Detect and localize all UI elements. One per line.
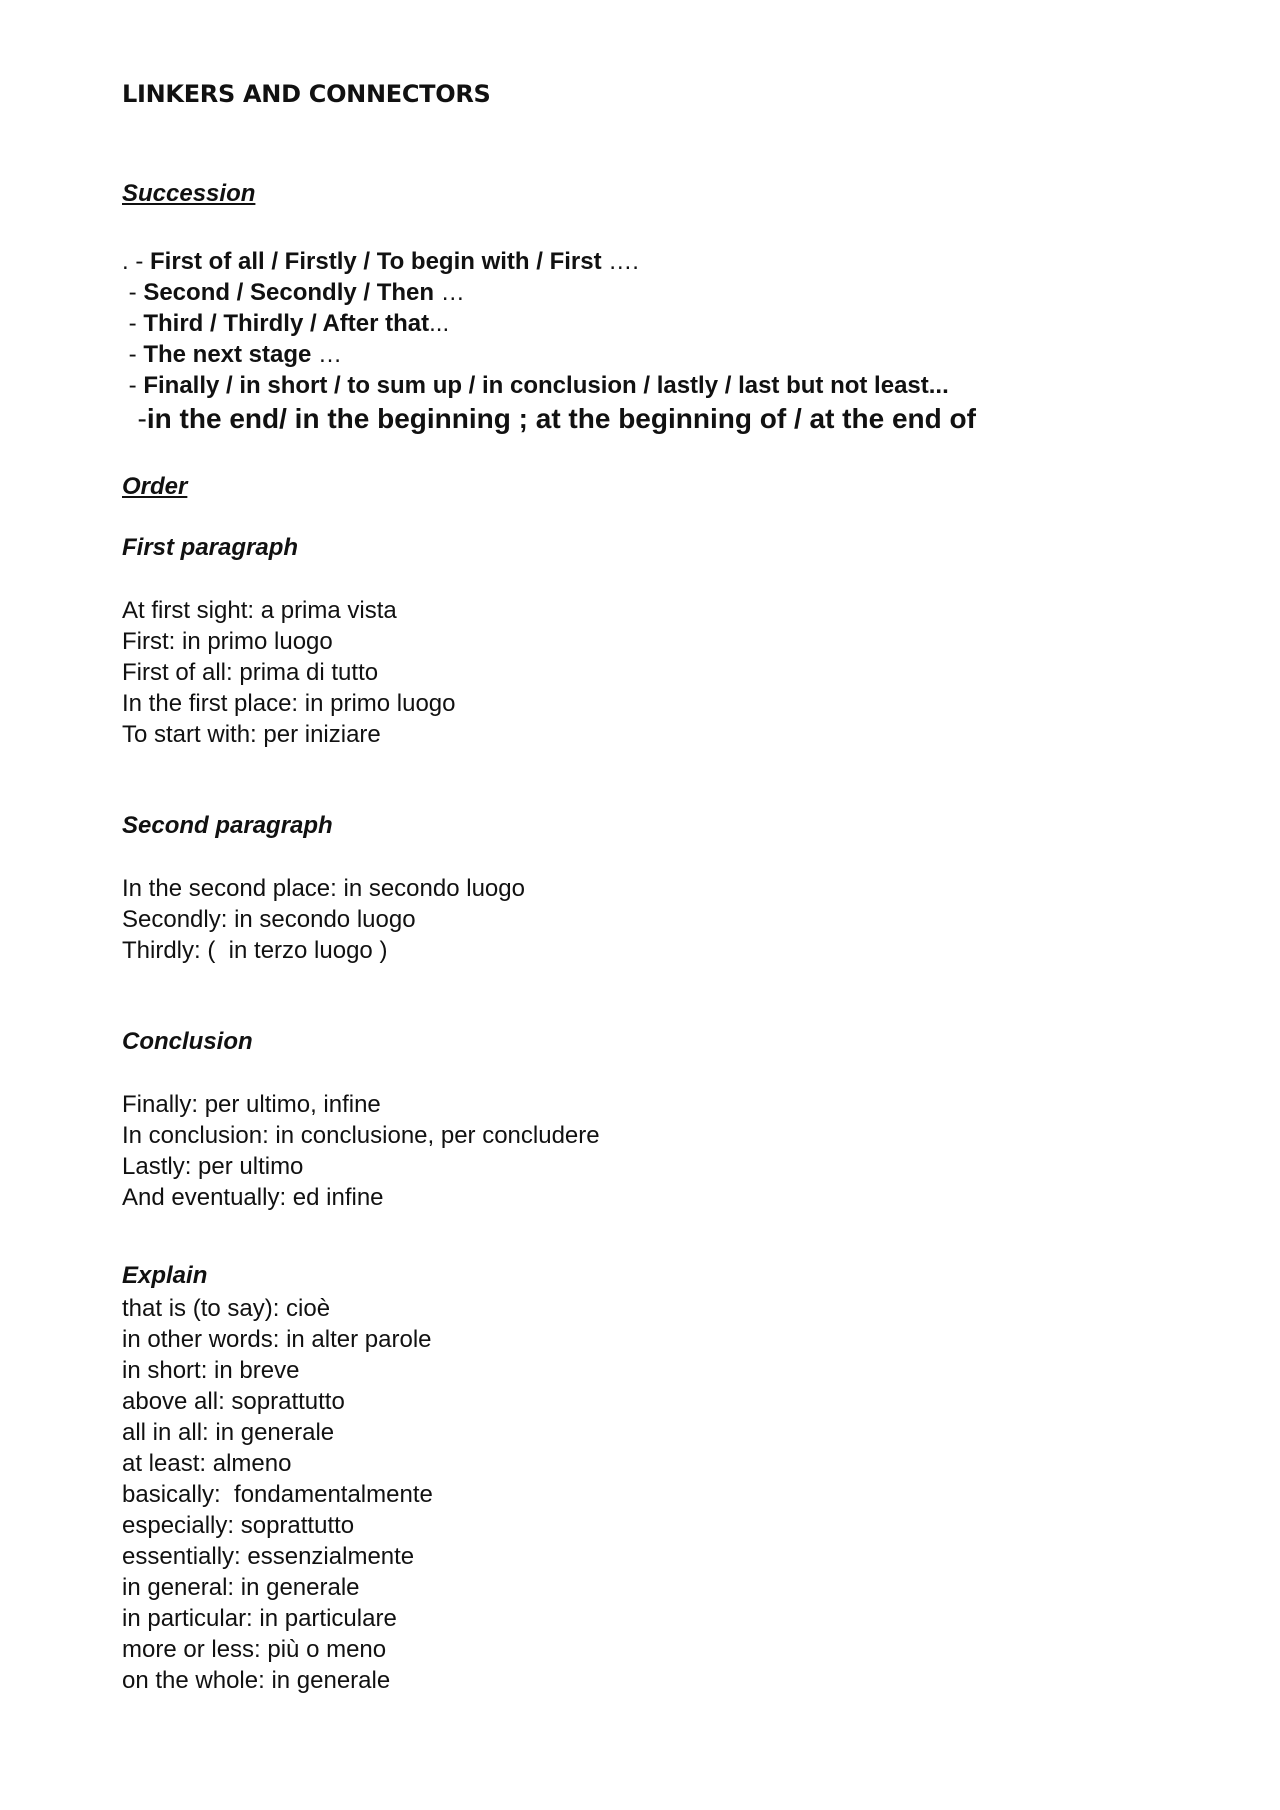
line-suffix: ... [429,310,450,337]
first-paragraph-heading: First paragraph [122,534,299,561]
list-item: basically: fondamentalmente [122,1481,433,1508]
line-bold: First of all / Firstly / To begin with / First [150,248,602,275]
list-item: all in all: in generale [122,1419,335,1446]
list-item: First of all: prima di tutto [122,659,379,686]
list-item: in general: in generale [122,1574,360,1601]
list-item: in other words: in alter parole [122,1326,432,1353]
second-paragraph-heading: Second paragraph [122,812,333,839]
conclusion-heading: Conclusion [122,1028,253,1055]
list-item: Secondly: in secondo luogo [122,906,416,933]
line-prefix: - [122,403,147,434]
succession-line-4 [122,341,342,369]
succession-line-1 [122,248,639,276]
succession-line-5 [122,372,949,400]
list-item: And eventually: ed infine [122,1184,384,1211]
list-item: on the whole: in generale [122,1667,391,1694]
line-suffix: … [311,341,343,368]
line-prefix: - [122,310,144,337]
succession-line-3 [122,310,449,338]
list-item: in particular: in particulare [122,1605,397,1632]
list-item: that is (to say): cioè [122,1295,331,1322]
list-item: more or less: più o meno [122,1636,387,1663]
list-item: Lastly: per ultimo [122,1153,304,1180]
succession-heading: Succession [122,180,256,207]
line-bold: Second / Secondly / Then [143,279,435,306]
list-item: At first sight: a prima vista [122,597,397,624]
list-item: In the second place: in secondo luogo [122,875,525,902]
list-item: Thirdly: ( in terzo luogo ) [122,937,388,964]
list-item: in short: in breve [122,1357,300,1384]
conclusion-list [122,1089,600,1213]
line-prefix: . - [122,248,150,275]
list-item: First: in primo luogo [122,628,333,655]
line-prefix: - [122,279,144,306]
list-item: To start with: per iniziare [122,721,381,748]
document-title: LINKERS AND CONNECTORS [122,80,491,108]
list-item: at least: almeno [122,1450,292,1477]
list-item: In the first place: in primo luogo [122,690,456,717]
explain-list [122,1293,433,1696]
explain-heading: Explain [122,1262,208,1289]
order-heading: Order [122,473,188,500]
line-bold: The next stage [143,341,312,368]
line-prefix: - [122,341,144,368]
list-item: In conclusion: in conclusione, per concludere [122,1122,600,1149]
list-item: essentially: essenzialmente [122,1543,415,1570]
line-bold: Finally / in short / to sum up / in conclusion / lastly / last but not least... [143,372,949,399]
list-item: above all: soprattutto [122,1388,345,1415]
line-suffix: …. [601,248,639,275]
line-bold: Third / Thirdly / After that [143,310,430,337]
list-item: especially: soprattutto [122,1512,355,1539]
first-paragraph-list [122,595,456,750]
succession-line-6 [122,403,976,435]
line-bold: in the end/ in the beginning ; at the beginning of / at the end of [146,403,976,434]
list-item: Finally: per ultimo, infine [122,1091,381,1118]
second-paragraph-list [122,873,525,966]
succession-line-2 [122,279,465,307]
line-prefix: - [122,372,144,399]
line-suffix: … [434,279,465,306]
